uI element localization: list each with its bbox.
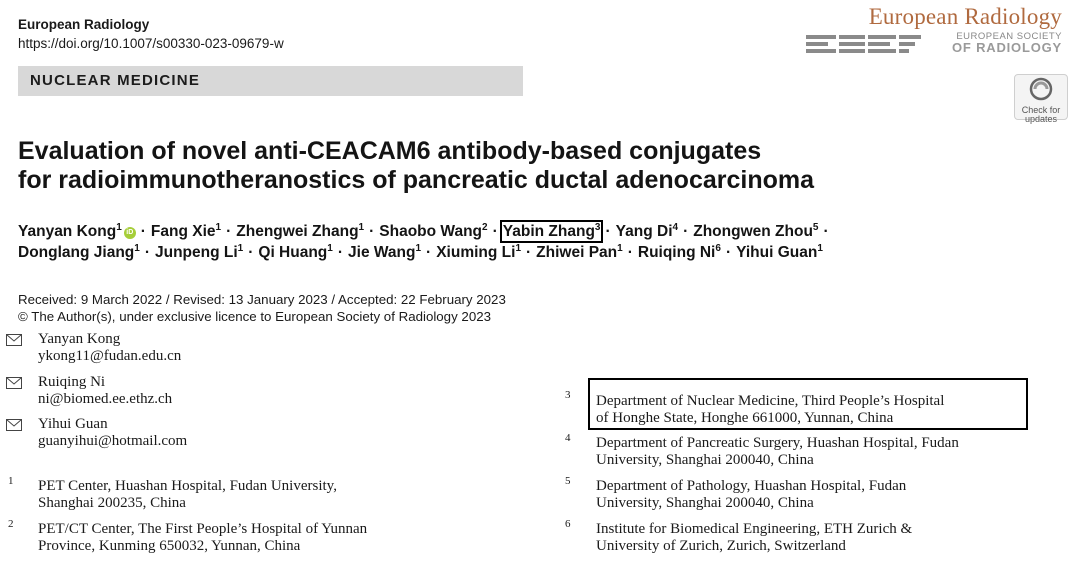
check-updates-label-1: Check for bbox=[1021, 105, 1061, 115]
correspondence-entry bbox=[38, 416, 187, 450]
affiliation-entry bbox=[596, 521, 912, 555]
author-name[interactable]: Donglang Jiang bbox=[18, 244, 135, 261]
paper-title bbox=[18, 137, 814, 195]
author-separator: · bbox=[337, 244, 344, 261]
paper-title-line1: Evaluation of novel anti-CEACAM6 antibody-based conjugates bbox=[18, 137, 762, 165]
author-separator: · bbox=[725, 244, 732, 261]
author-sup: 1 bbox=[215, 222, 222, 233]
check-updates-icon bbox=[1029, 77, 1053, 101]
received-dates: Received: 9 March 2022 / Revised: 13 January 2023 / Accepted: 22 February 2023 bbox=[18, 292, 506, 307]
author-separator: · bbox=[426, 244, 432, 261]
affiliation-entry bbox=[38, 521, 367, 555]
author-sup: 6 bbox=[715, 243, 721, 254]
author-name[interactable]: Zhengwei Zhang bbox=[236, 223, 359, 240]
author-separator: · bbox=[823, 223, 829, 240]
esr-society-line1: EUROPEAN SOCIETY bbox=[956, 31, 1062, 42]
affiliation-line: University, Shanghai 200040, China bbox=[596, 495, 814, 511]
section-label: NUCLEAR MEDICINE bbox=[30, 72, 201, 89]
affiliation-line: Shanghai 200235, China bbox=[38, 495, 186, 511]
affiliation-line: PET Center, Huashan Hospital, Fudan University, bbox=[38, 478, 337, 494]
correspondence-email[interactable]: guanyihui@hotmail.com bbox=[38, 433, 188, 449]
correspondence-entry bbox=[38, 374, 172, 408]
author-sup: 1 bbox=[415, 243, 422, 254]
author-separator: · bbox=[140, 223, 146, 240]
author-sup: 1 bbox=[116, 222, 122, 233]
affiliation-line: Institute for Biomedical Engineering, ETH Zurich & bbox=[596, 521, 913, 537]
affiliation-line: Department of Pancreatic Surgery, Huashan Hospital, Fudan bbox=[596, 435, 959, 451]
check-updates-label-2: updates bbox=[1024, 114, 1058, 124]
author-sup: 1 bbox=[817, 243, 823, 254]
affiliation-number: 4 bbox=[565, 432, 571, 444]
author-name[interactable]: Fang Xie bbox=[150, 223, 216, 240]
mail-icon[interactable] bbox=[6, 377, 22, 389]
author-sup: 5 bbox=[812, 222, 819, 233]
correspondence-name: Yihui Guan bbox=[38, 416, 108, 432]
author-sup: 1 bbox=[358, 222, 365, 233]
correspondence-name: Yanyan Kong bbox=[38, 331, 121, 347]
author-sup: 1 bbox=[515, 243, 521, 254]
copyright-notice: © The Author(s), under exclusive licence to European Society of Radiology 2023 bbox=[18, 309, 492, 324]
author-name: Yabin Zhang bbox=[502, 223, 595, 240]
affiliation-number: 3 bbox=[565, 389, 571, 401]
author-name[interactable]: Shaobo Wang bbox=[379, 223, 483, 240]
author-highlighted[interactable] bbox=[503, 223, 601, 240]
author-sup: 1 bbox=[327, 243, 333, 254]
orcid-icon[interactable]: iD bbox=[124, 227, 136, 239]
author-separator: · bbox=[248, 244, 254, 261]
author-name[interactable]: Ruiqing Ni bbox=[637, 244, 716, 261]
author-separator: · bbox=[226, 223, 232, 240]
author-name[interactable]: Junpeng Li bbox=[154, 244, 238, 261]
paper-title-line2: for radioimmunotheranostics of pancreatic ductal adenocarcinoma bbox=[18, 166, 815, 194]
esr-society-text bbox=[952, 32, 1062, 53]
authors-line-2 bbox=[18, 243, 823, 262]
author-sup: 4 bbox=[672, 222, 679, 233]
affiliation-number: 2 bbox=[8, 518, 14, 530]
author-separator: · bbox=[526, 244, 532, 261]
affiliation-line: University of Zurich, Zurich, Switzerland bbox=[596, 538, 846, 554]
affiliation-line: Department of Nuclear Medicine, Third People’s Hospital bbox=[596, 393, 945, 409]
affiliation-line: Department of Pathology, Huashan Hospital, Fudan bbox=[596, 478, 907, 494]
authors-line-1 bbox=[18, 222, 834, 241]
author-separator: · bbox=[369, 223, 375, 240]
author-name[interactable]: Qi Huang bbox=[258, 244, 328, 261]
affiliation-number: 1 bbox=[8, 475, 14, 487]
esr-society-line2: OF RADIOLOGY bbox=[952, 39, 1062, 55]
brand-title: European Radiology bbox=[868, 4, 1062, 29]
affiliation-entry bbox=[596, 393, 944, 427]
check-updates-button[interactable] bbox=[1014, 74, 1068, 124]
affiliation-line: Province, Kunming 650032, Yunnan, China bbox=[38, 538, 301, 554]
journal-name: European Radiology bbox=[18, 17, 150, 32]
correspondence-entry bbox=[38, 331, 181, 365]
author-separator: · bbox=[605, 223, 611, 240]
author-name[interactable]: Yihui Guan bbox=[736, 244, 818, 261]
author-separator: · bbox=[492, 223, 498, 240]
affiliation-line: of Honghe State, Honghe 661000, Yunnan, China bbox=[596, 410, 894, 426]
author-separator: · bbox=[627, 244, 633, 261]
correspondence-email[interactable]: ni@biomed.ee.ethz.ch bbox=[38, 391, 173, 407]
author-separator: · bbox=[144, 244, 150, 261]
author-separator: · bbox=[683, 223, 689, 240]
author-name[interactable]: Yanyan Kong bbox=[18, 223, 117, 240]
affiliation-entry bbox=[38, 478, 337, 512]
author-sup: 1 bbox=[617, 243, 623, 254]
author-name[interactable]: Yang Di bbox=[615, 223, 673, 240]
doi-link[interactable]: https://doi.org/10.1007/s00330-023-09679-w bbox=[18, 36, 284, 51]
author-sup: 1 bbox=[134, 243, 140, 254]
author-sup: 3 bbox=[594, 222, 601, 233]
author-name[interactable]: Xiuming Li bbox=[436, 244, 516, 261]
affiliation-number: 5 bbox=[565, 475, 571, 487]
mail-icon[interactable] bbox=[6, 419, 22, 431]
correspondence-email[interactable]: ykong11@fudan.edu.cn bbox=[38, 348, 182, 364]
author-name[interactable]: Jie Wang bbox=[348, 244, 416, 261]
correspondence-name: Ruiqing Ni bbox=[38, 374, 106, 390]
author-name[interactable]: Zhiwei Pan bbox=[536, 244, 618, 261]
affiliation-line: PET/CT Center, The First People’s Hospital of Yunnan bbox=[38, 521, 368, 537]
author-sup: 1 bbox=[237, 243, 244, 254]
affiliation-line: University, Shanghai 200040, China bbox=[596, 452, 814, 468]
affiliation-entry bbox=[596, 478, 906, 512]
affiliation-number: 6 bbox=[565, 518, 571, 530]
author-name[interactable]: Zhongwen Zhou bbox=[693, 223, 813, 240]
author-sup: 2 bbox=[482, 222, 488, 233]
mail-icon[interactable] bbox=[6, 334, 22, 346]
affiliation-entry bbox=[596, 435, 959, 469]
